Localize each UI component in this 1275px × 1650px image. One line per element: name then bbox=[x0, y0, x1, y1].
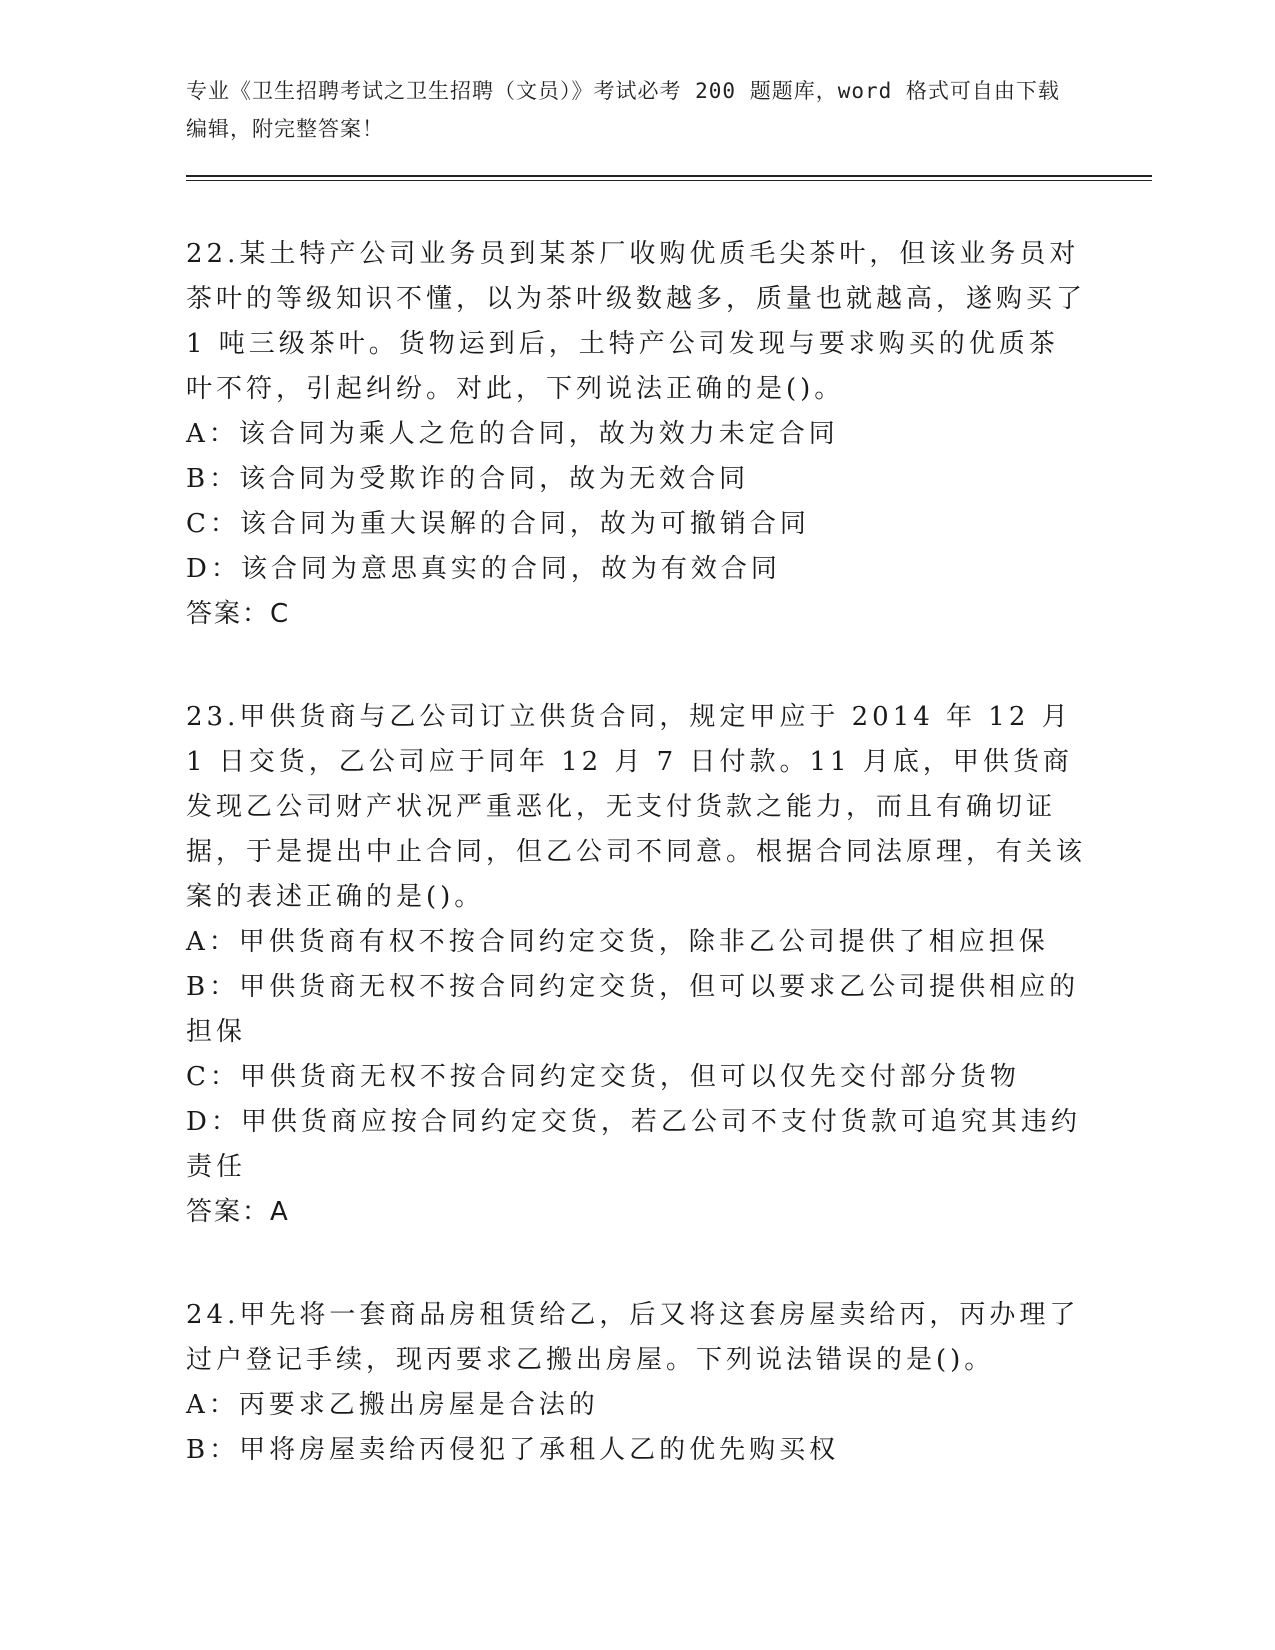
option-d: D：甲供货商应按合同约定交货，若乙公司不支付货款可追究其违约责任 bbox=[186, 1107, 1081, 1182]
question-22 bbox=[186, 232, 1086, 637]
question-23 bbox=[186, 695, 1086, 1235]
header-divider-thin bbox=[186, 180, 1152, 181]
question-stem: 22.某土特产公司业务员到某茶厂收购优质毛尖茶叶，但该业务员对茶叶的等级知识不懂，以为茶叶级数越多，质量也就越高，遂购买了 1 吨三级茶叶。货物运到后，土特产公司发现与要求购买的优质茶叶不符，引起纠纷。对此，下列说法正确的是()。 bbox=[186, 239, 1087, 404]
question-24 bbox=[186, 1293, 1086, 1473]
option-b: B：该合同为受欺诈的合同，故为无效合同 bbox=[186, 464, 750, 494]
option-b: B：甲供货商无权不按合同约定交货，但可以要求乙公司提供相应的担保 bbox=[186, 972, 1080, 1047]
question-stem: 24.甲先将一套商品房租赁给乙，后又将这套房屋卖给丙，丙办理了过户登记手续，现丙要求乙搬出房屋。下列说法错误的是()。 bbox=[186, 1300, 1080, 1375]
answer-label: 答案：C bbox=[186, 599, 291, 629]
page-header: 专业《卫生招聘考试之卫生招聘（文员）》考试必考 200 题题库，word 格式可自由下载编辑，附完整答案！ bbox=[186, 79, 1060, 141]
option-a: A：丙要求乙搬出房屋是合法的 bbox=[186, 1390, 599, 1420]
option-c: C：该合同为重大误解的合同，故为可撤销合同 bbox=[186, 509, 810, 539]
option-b: B：甲将房屋卖给丙侵犯了承租人乙的优先购买权 bbox=[186, 1435, 840, 1465]
option-a: A：甲供货商有权不按合同约定交货，除非乙公司提供了相应担保 bbox=[186, 927, 1049, 957]
header-divider-thick bbox=[186, 175, 1152, 177]
option-c: C：甲供货商无权不按合同约定交货，但可以仅先交付部分货物 bbox=[186, 1062, 1020, 1092]
option-d: D：该合同为意思真实的合同，故为有效合同 bbox=[186, 554, 781, 584]
question-list bbox=[186, 232, 1086, 1531]
answer-label: 答案：A bbox=[186, 1197, 290, 1227]
question-stem: 23.甲供货商与乙公司订立供货合同，规定甲应于 2014 年 12 月 1 日交货，乙公司应于同年 12 月 7 日付款。11 月底，甲供货商发现乙公司财产状况严重恶化，无支付货款之能力，而且有确切证据，于是提出中止合同，但乙公司不同意。根据合同法原理，有关该案的表述正确的是()。 bbox=[186, 702, 1087, 912]
option-a: A：该合同为乘人之危的合同，故为效力未定合同 bbox=[186, 419, 839, 449]
